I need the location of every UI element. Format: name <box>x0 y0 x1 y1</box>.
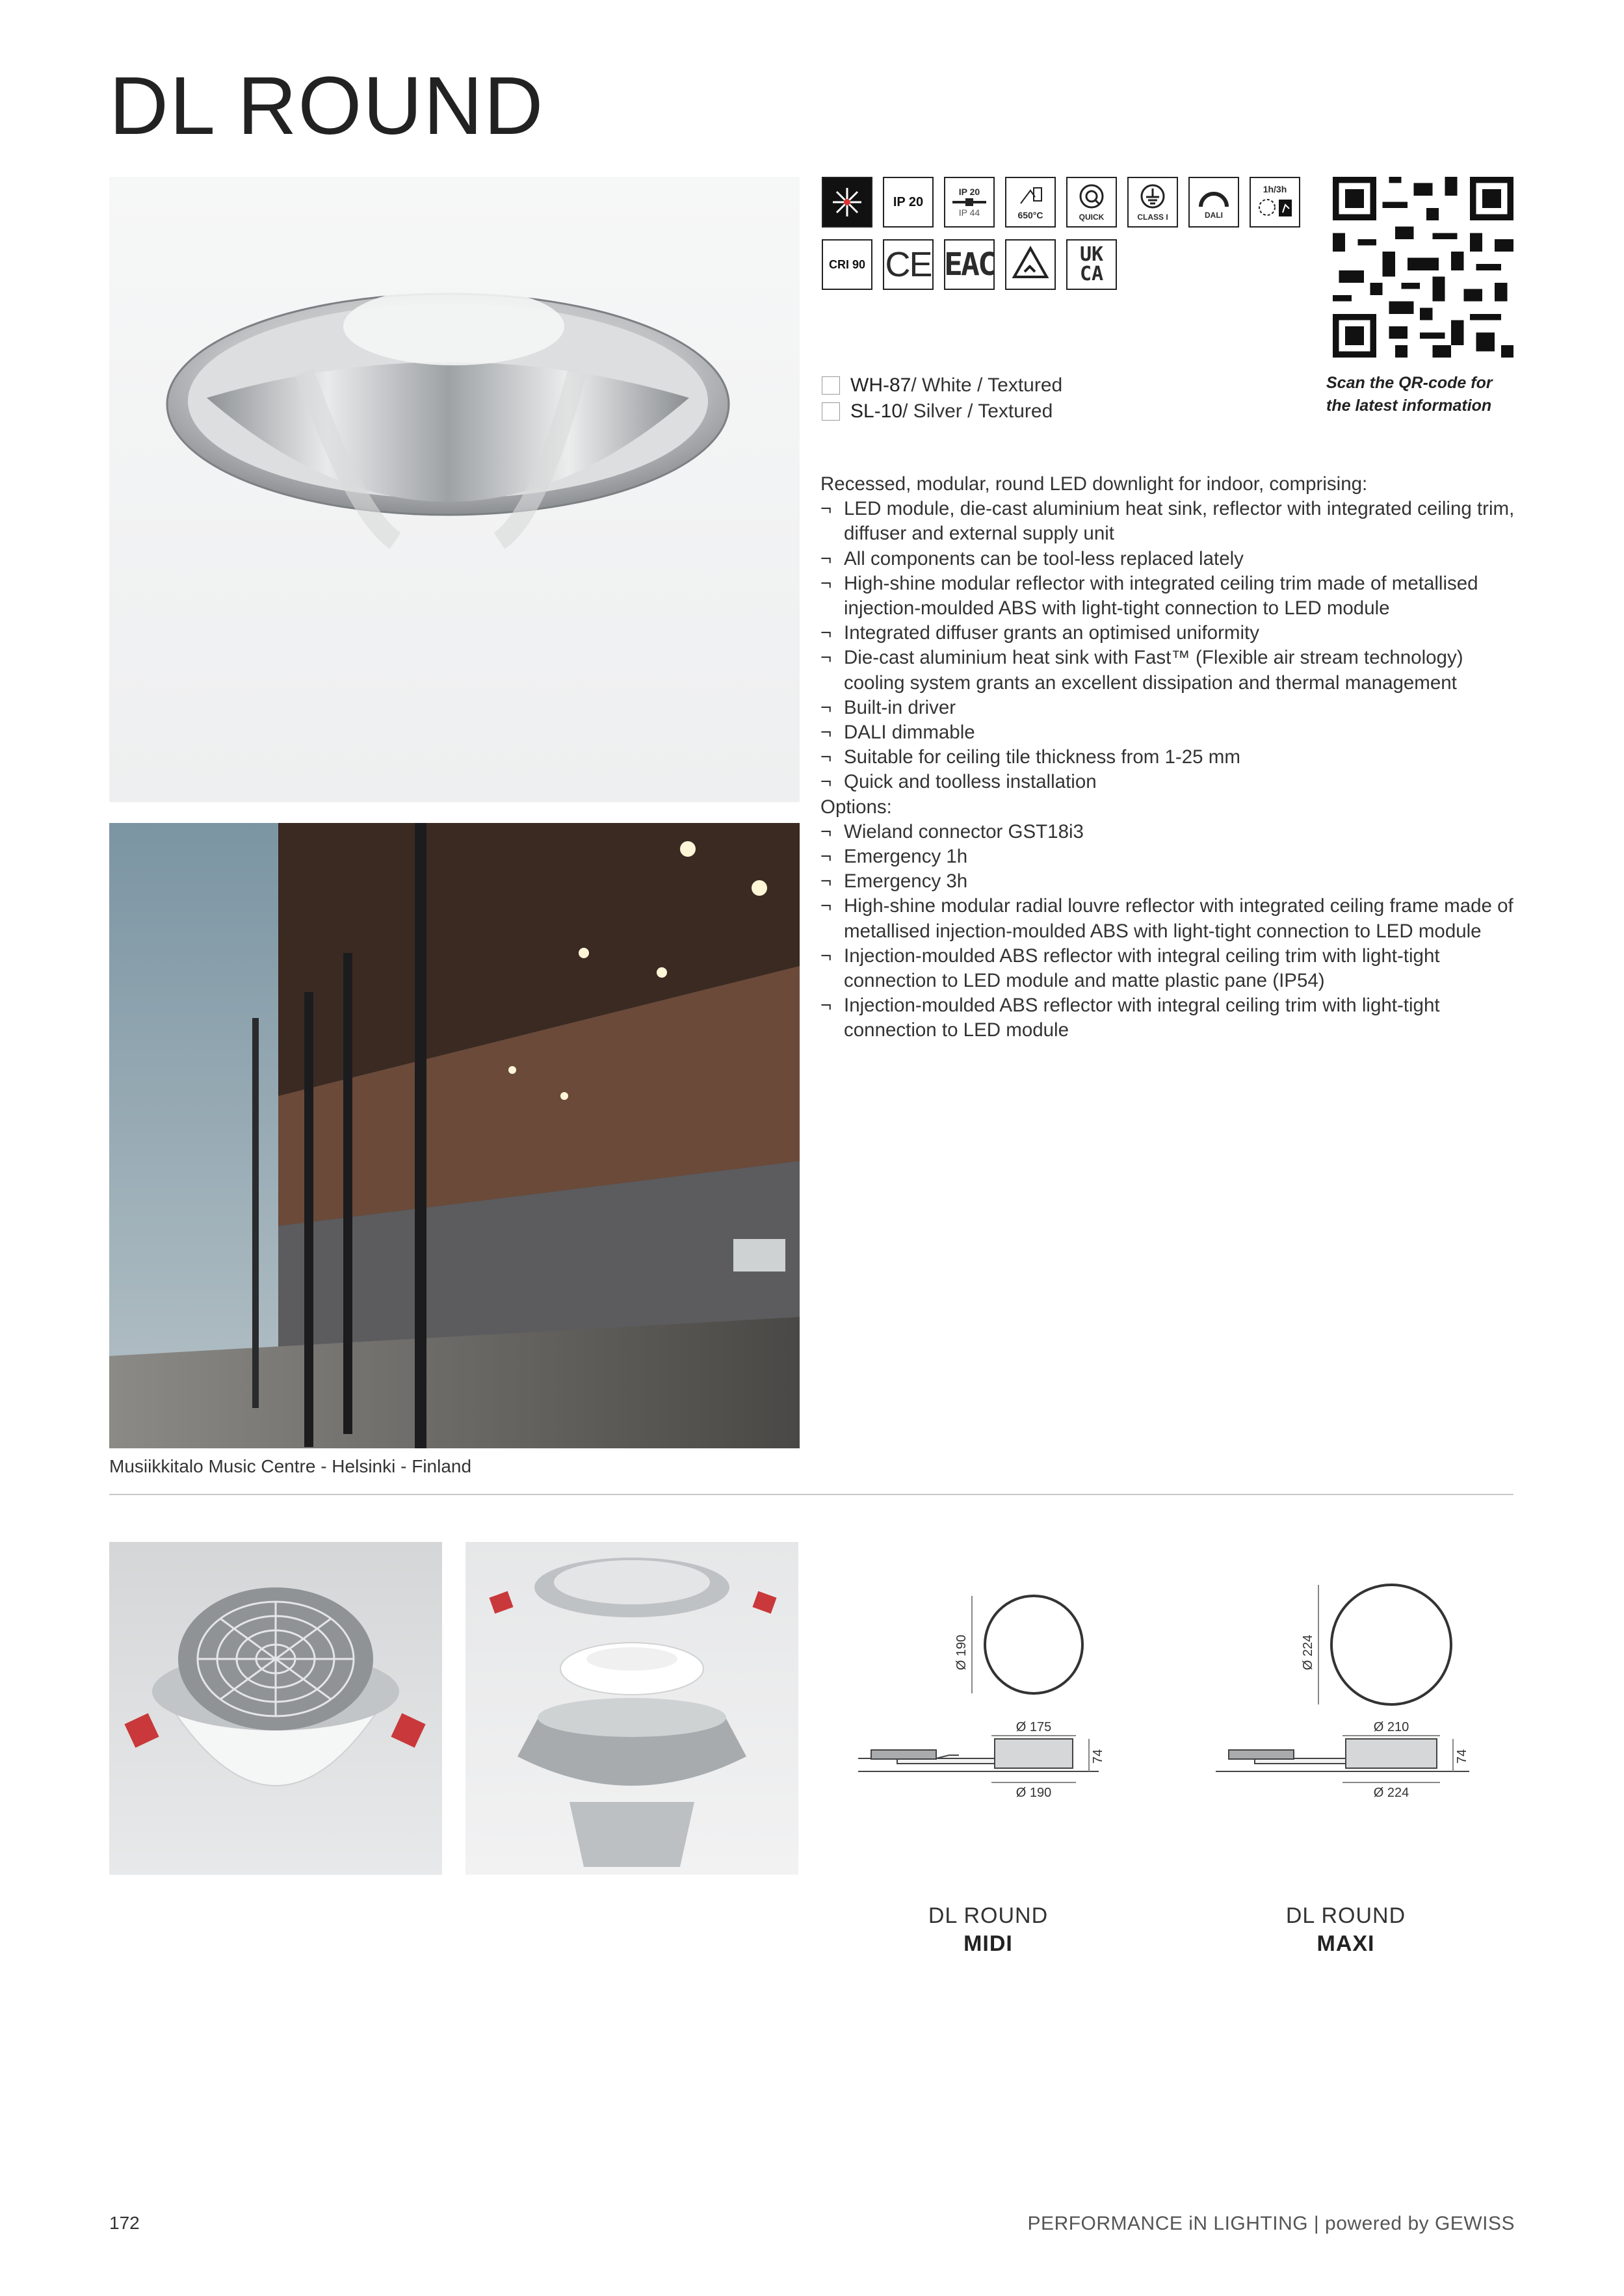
product-description <box>820 472 1516 1043</box>
eac-mark-icon: EAC <box>944 239 995 290</box>
finish-option-white[interactable] <box>822 374 1062 397</box>
cri90-icon: CRI 90 <box>822 239 872 290</box>
qr-caption-line1: Scan the QR-code for <box>1326 374 1493 392</box>
finish-swatch[interactable] <box>822 376 840 395</box>
ip20-icon: IP 20 <box>883 177 934 228</box>
quick-icon: QUICK <box>1066 177 1117 228</box>
feature-item: ¬ Suitable for ceiling tile thickness from 1-25 mm <box>820 745 1516 770</box>
page-title: DL ROUND <box>109 60 545 151</box>
model-midi-label <box>923 1902 1053 1957</box>
model-name: DL ROUND <box>1285 1903 1406 1928</box>
midi-height-label: 74 <box>1091 1749 1105 1764</box>
midi-cutout-label: Ø 190 <box>1015 1786 1052 1800</box>
option-item: ¬ Injection-moulded ABS reflector with integral ceiling trim with light-tight connection to LED module <box>820 993 1516 1043</box>
ce-mark-icon: CE <box>883 239 934 290</box>
finish-desc: / White / Textured <box>911 374 1063 396</box>
building-photo <box>109 823 800 1448</box>
feature-item: ¬ Quick and toolless installation <box>820 770 1516 794</box>
finish-option-silver[interactable] <box>822 400 1053 423</box>
feature-item: ¬ DALI dimmable <box>820 720 1516 745</box>
rcm-mark-icon <box>1005 239 1056 290</box>
finish-desc: / Silver / Textured <box>902 400 1053 422</box>
ip20-ip44-icon: IP 20 IP 44 <box>944 177 995 228</box>
qr-caption-line2: the latest information <box>1326 397 1492 415</box>
maxi-cutout-label: Ø 224 <box>1373 1786 1409 1800</box>
midi-top-width-label: Ø 175 <box>1015 1720 1052 1734</box>
option-item: ¬ Injection-moulded ABS reflector with integral ceiling trim with light-tight connection to LED module and matte plastic pane (IP54) <box>820 944 1516 993</box>
model-variant: MAXI <box>1316 1931 1375 1956</box>
footer-brand: PERFORMANCE iN LIGHTING | powered by GEWISS <box>1027 2213 1515 2234</box>
ukca-mark-icon: UK CA <box>1066 239 1117 290</box>
led-star-icon <box>822 177 872 228</box>
finish-code: WH-87 <box>850 374 911 396</box>
feature-item: ¬ Die-cast aluminium heat sink with Fast™ (Flexible air stream technology) cooling system grants an excellent dissipation and thermal management <box>820 646 1516 695</box>
model-name: DL ROUND <box>928 1903 1049 1928</box>
feature-item: ¬ LED module, die-cast aluminium heat sink, reflector with integrated ceiling trim, diffuser and external supply unit <box>820 497 1516 546</box>
feature-item: ¬ High-shine modular reflector with integrated ceiling trim made of metallised injection-moulded ABS with light-tight connection to LED module <box>820 571 1516 621</box>
maxi-height-label: 74 <box>1455 1749 1469 1764</box>
model-variant: MIDI <box>963 1931 1013 1956</box>
finish-swatch[interactable] <box>822 402 840 421</box>
maxi-diameter-label: Ø 224 <box>1301 1634 1315 1671</box>
option-item: ¬ High-shine modular radial louvre reflector with integrated ceiling frame made of metallised injection-moulded ABS with light-tight connection to LED module <box>820 894 1516 943</box>
feature-item: ¬ Integrated diffuser grants an optimised uniformity <box>820 621 1516 646</box>
option-item: ¬ Wieland connector GST18i3 <box>820 820 1516 844</box>
emergency-1h3h-icon: 1h/3h <box>1250 177 1300 228</box>
option-item: ¬ Emergency 3h <box>820 869 1516 894</box>
class-i-icon: CLASS I <box>1127 177 1178 228</box>
option-item: ¬ Emergency 1h <box>820 844 1516 869</box>
qr-code[interactable] <box>1333 177 1513 358</box>
maxi-top-width-label: Ø 210 <box>1373 1720 1409 1734</box>
feature-item: ¬ Built-in driver <box>820 696 1516 720</box>
heatsink-photo <box>109 1542 442 1875</box>
product-photo <box>109 177 800 802</box>
midi-diameter-label: Ø 190 <box>954 1634 969 1671</box>
finish-code: SL-10 <box>850 400 903 422</box>
dali-icon: DALI <box>1188 177 1239 228</box>
options-heading: Options: <box>820 796 892 818</box>
section-divider <box>109 1494 1513 1495</box>
feature-item: ¬ All components can be tool-less replaced lately <box>820 547 1516 571</box>
glow-wire-650-icon: 650°C <box>1005 177 1056 228</box>
technical-drawings <box>845 1573 1534 1833</box>
description-intro: Recessed, modular, round LED downlight for indoor, comprising: <box>820 473 1368 495</box>
exploded-view-photo <box>465 1542 798 1875</box>
page-number: 172 <box>109 2213 140 2233</box>
photo-caption: Musiikkitalo Music Centre - Helsinki - Finland <box>109 1456 472 1476</box>
model-maxi-label <box>1281 1902 1411 1957</box>
qr-caption <box>1326 372 1515 417</box>
